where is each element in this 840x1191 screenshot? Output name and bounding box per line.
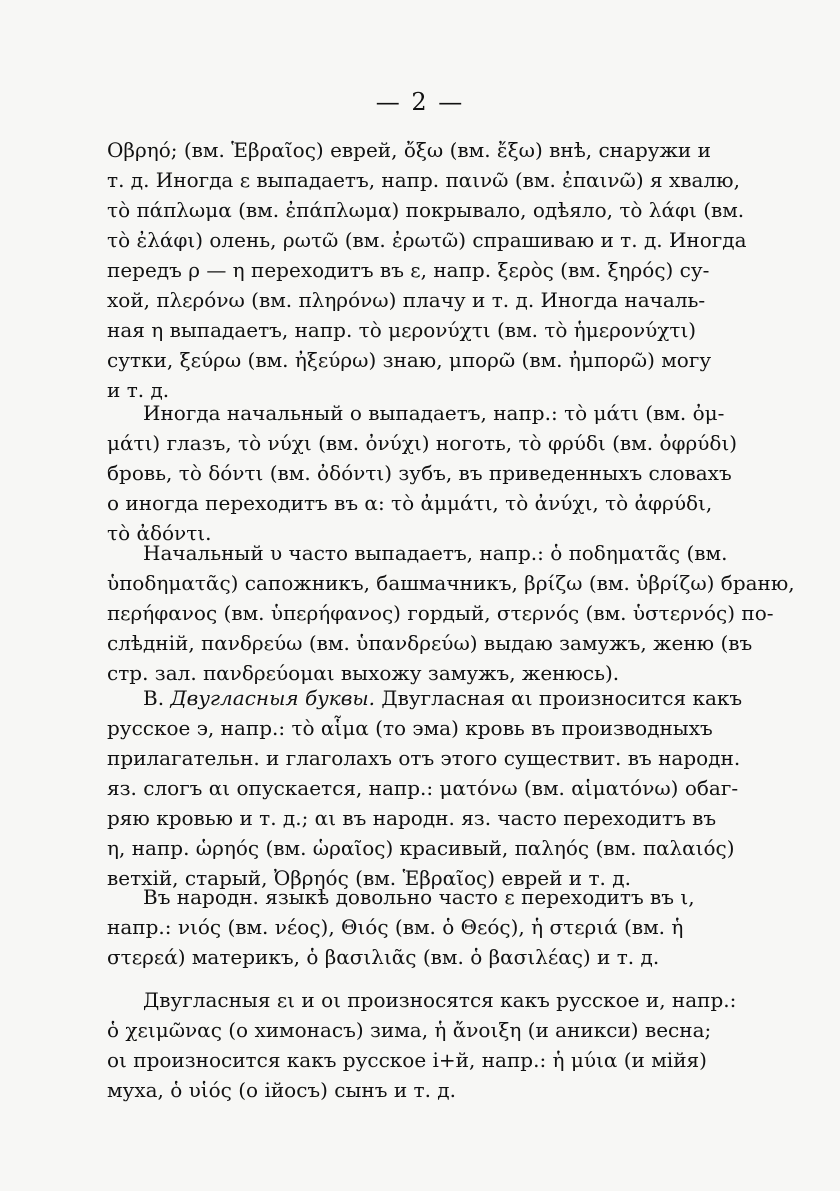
text-line: Въ народн. языкѣ довольно часто ε переходитъ въ ι, bbox=[143, 885, 695, 909]
text-line: прилагательн. и глаголахъ отъ этого существит. въ народн. bbox=[107, 746, 741, 770]
text-line: русское э, напр.: τὸ αἷμα (то эма) кровь въ производныхъ bbox=[107, 716, 713, 740]
text-line: μάτι) глазъ, τὸ νύχι (вм. ὀνύχι) ноготь, τὸ φρύδι (вм. ὀφρύδι) bbox=[107, 431, 738, 455]
section-title: Двугласныя буквы. bbox=[170, 686, 375, 710]
page-number: — 2 — bbox=[375, 88, 465, 116]
section-letter: B. bbox=[143, 686, 165, 710]
text-line: στερεά) материкъ, ὁ βασιλιᾶς (вм. ὁ βασιλέας) и т. д. bbox=[107, 945, 660, 969]
paragraph-1 bbox=[107, 135, 747, 405]
text-line: περήφανος (вм. ὑπερήφανος) гордый, στερνός (вм. ὑστερνός) по- bbox=[107, 601, 774, 625]
text-line: т. д. Иногда ε выпадаетъ, напр. παινῶ (вм. ἐπαινῶ) я хвалю, bbox=[107, 168, 740, 192]
text-line: напр.: νιός (вм. νέος), Θιός (вм. ὁ Θεός), ἡ στεριά (вм. ἡ bbox=[107, 915, 684, 939]
text-line: η, напр. ὡρηός (вм. ὡραῖος) красивый, παληός (вм. παλαιός) bbox=[107, 836, 735, 860]
paragraph-4 bbox=[107, 683, 743, 893]
text-line: ὁ χειμῶνας (о химонасъ) зима, ἡ ἄνοιξη (и аникси) весна; bbox=[107, 1018, 712, 1042]
text-line: τὸ ἐλάφι) олень, ρωτῶ (вм. ἐρωτῶ) спрашиваю и т. д. Иногда bbox=[107, 228, 747, 252]
text-line: и т. д. bbox=[107, 378, 170, 402]
paragraph-2 bbox=[107, 398, 738, 548]
text-line: Иногда начальный ο выпадаетъ, напр.: τὸ μάτι (вм. ὀμ- bbox=[143, 401, 725, 425]
text-line: Двугласная αι произносится какъ bbox=[381, 686, 743, 710]
paragraph-3 bbox=[107, 538, 795, 688]
text-line: слѣдній, πανδρεύω (вм. ὑπανδρεύω) выдаю замужъ, женю (въ bbox=[107, 631, 753, 655]
text-line: οι произносится какъ русское і+й, напр.: ἡ μύια (и мійя) bbox=[107, 1048, 707, 1072]
text-line: стр. зал. πανδρεύομαι выхожу замужъ, женюсь). bbox=[107, 661, 620, 685]
paragraph-6 bbox=[107, 985, 737, 1105]
text-line: передъ ρ — η переходитъ въ ε, напр. ξερὸς (вм. ξηρός) су- bbox=[107, 258, 710, 282]
text-line: муха, ὁ υἱός (о ійосъ) сынъ и т. д. bbox=[107, 1078, 456, 1102]
text-line: ὑποδηματᾶς) сапожникъ, башмачникъ, βρίζω (вм. ὑβρίζω) браню, bbox=[107, 571, 795, 595]
text-line: τὸ ἀδόντι. bbox=[107, 521, 212, 545]
text-line: хой, πλερόνω (вм. πληρόνω) плачу и т. д. Иногда началь- bbox=[107, 288, 706, 312]
text-line: Двугласныя ει и οι произносятся какъ русское и, напр.: bbox=[143, 988, 737, 1012]
paragraph-5 bbox=[107, 882, 707, 972]
text-line: Начальный υ часто выпадаетъ, напр.: ὁ ποδηματᾶς (вм. bbox=[143, 541, 728, 565]
text-line: бровь, τὸ δόντι (вм. ὀδόντι) зубъ, въ приведенныхъ словахъ bbox=[107, 461, 732, 485]
text-line: τὸ πάπλωμα (вм. ἐπάπλωμα) покрывало, одѣяло, τὸ λάφι (вм. bbox=[107, 198, 745, 222]
text-line: сутки, ξεύρω (вм. ἠξεύρω) знаю, μπορῶ (вм. ἠμπορῶ) могу bbox=[107, 348, 712, 372]
text-line: ряю кровью и т. д.; αι въ народн. яз. часто переходитъ въ bbox=[107, 806, 717, 830]
section-heading-line bbox=[107, 683, 743, 713]
text-line: ο иногда переходитъ въ α: τὸ ἀμμάτι, τὸ ἀνύχι, τὸ ἀφρύδι, bbox=[107, 491, 713, 515]
text-line: ная η выпадаетъ, напр. τὸ μερονύχτι (вм. τὸ ἡμερονύχτι) bbox=[107, 318, 697, 342]
text-line: ветхій, старый, Ὀβρηός (вм. Ἑβραῖος) еврей и т. д. bbox=[107, 866, 631, 890]
text-line: яз. слогъ αι опускается, напр.: ματόνω (вм. αἱματόνω) обаг- bbox=[107, 776, 739, 800]
text-line: Οβρηό; (вм. Ἑβραῖος) еврей, ὄξω (вм. ἔξω) внѣ, снаружи и bbox=[107, 138, 711, 162]
